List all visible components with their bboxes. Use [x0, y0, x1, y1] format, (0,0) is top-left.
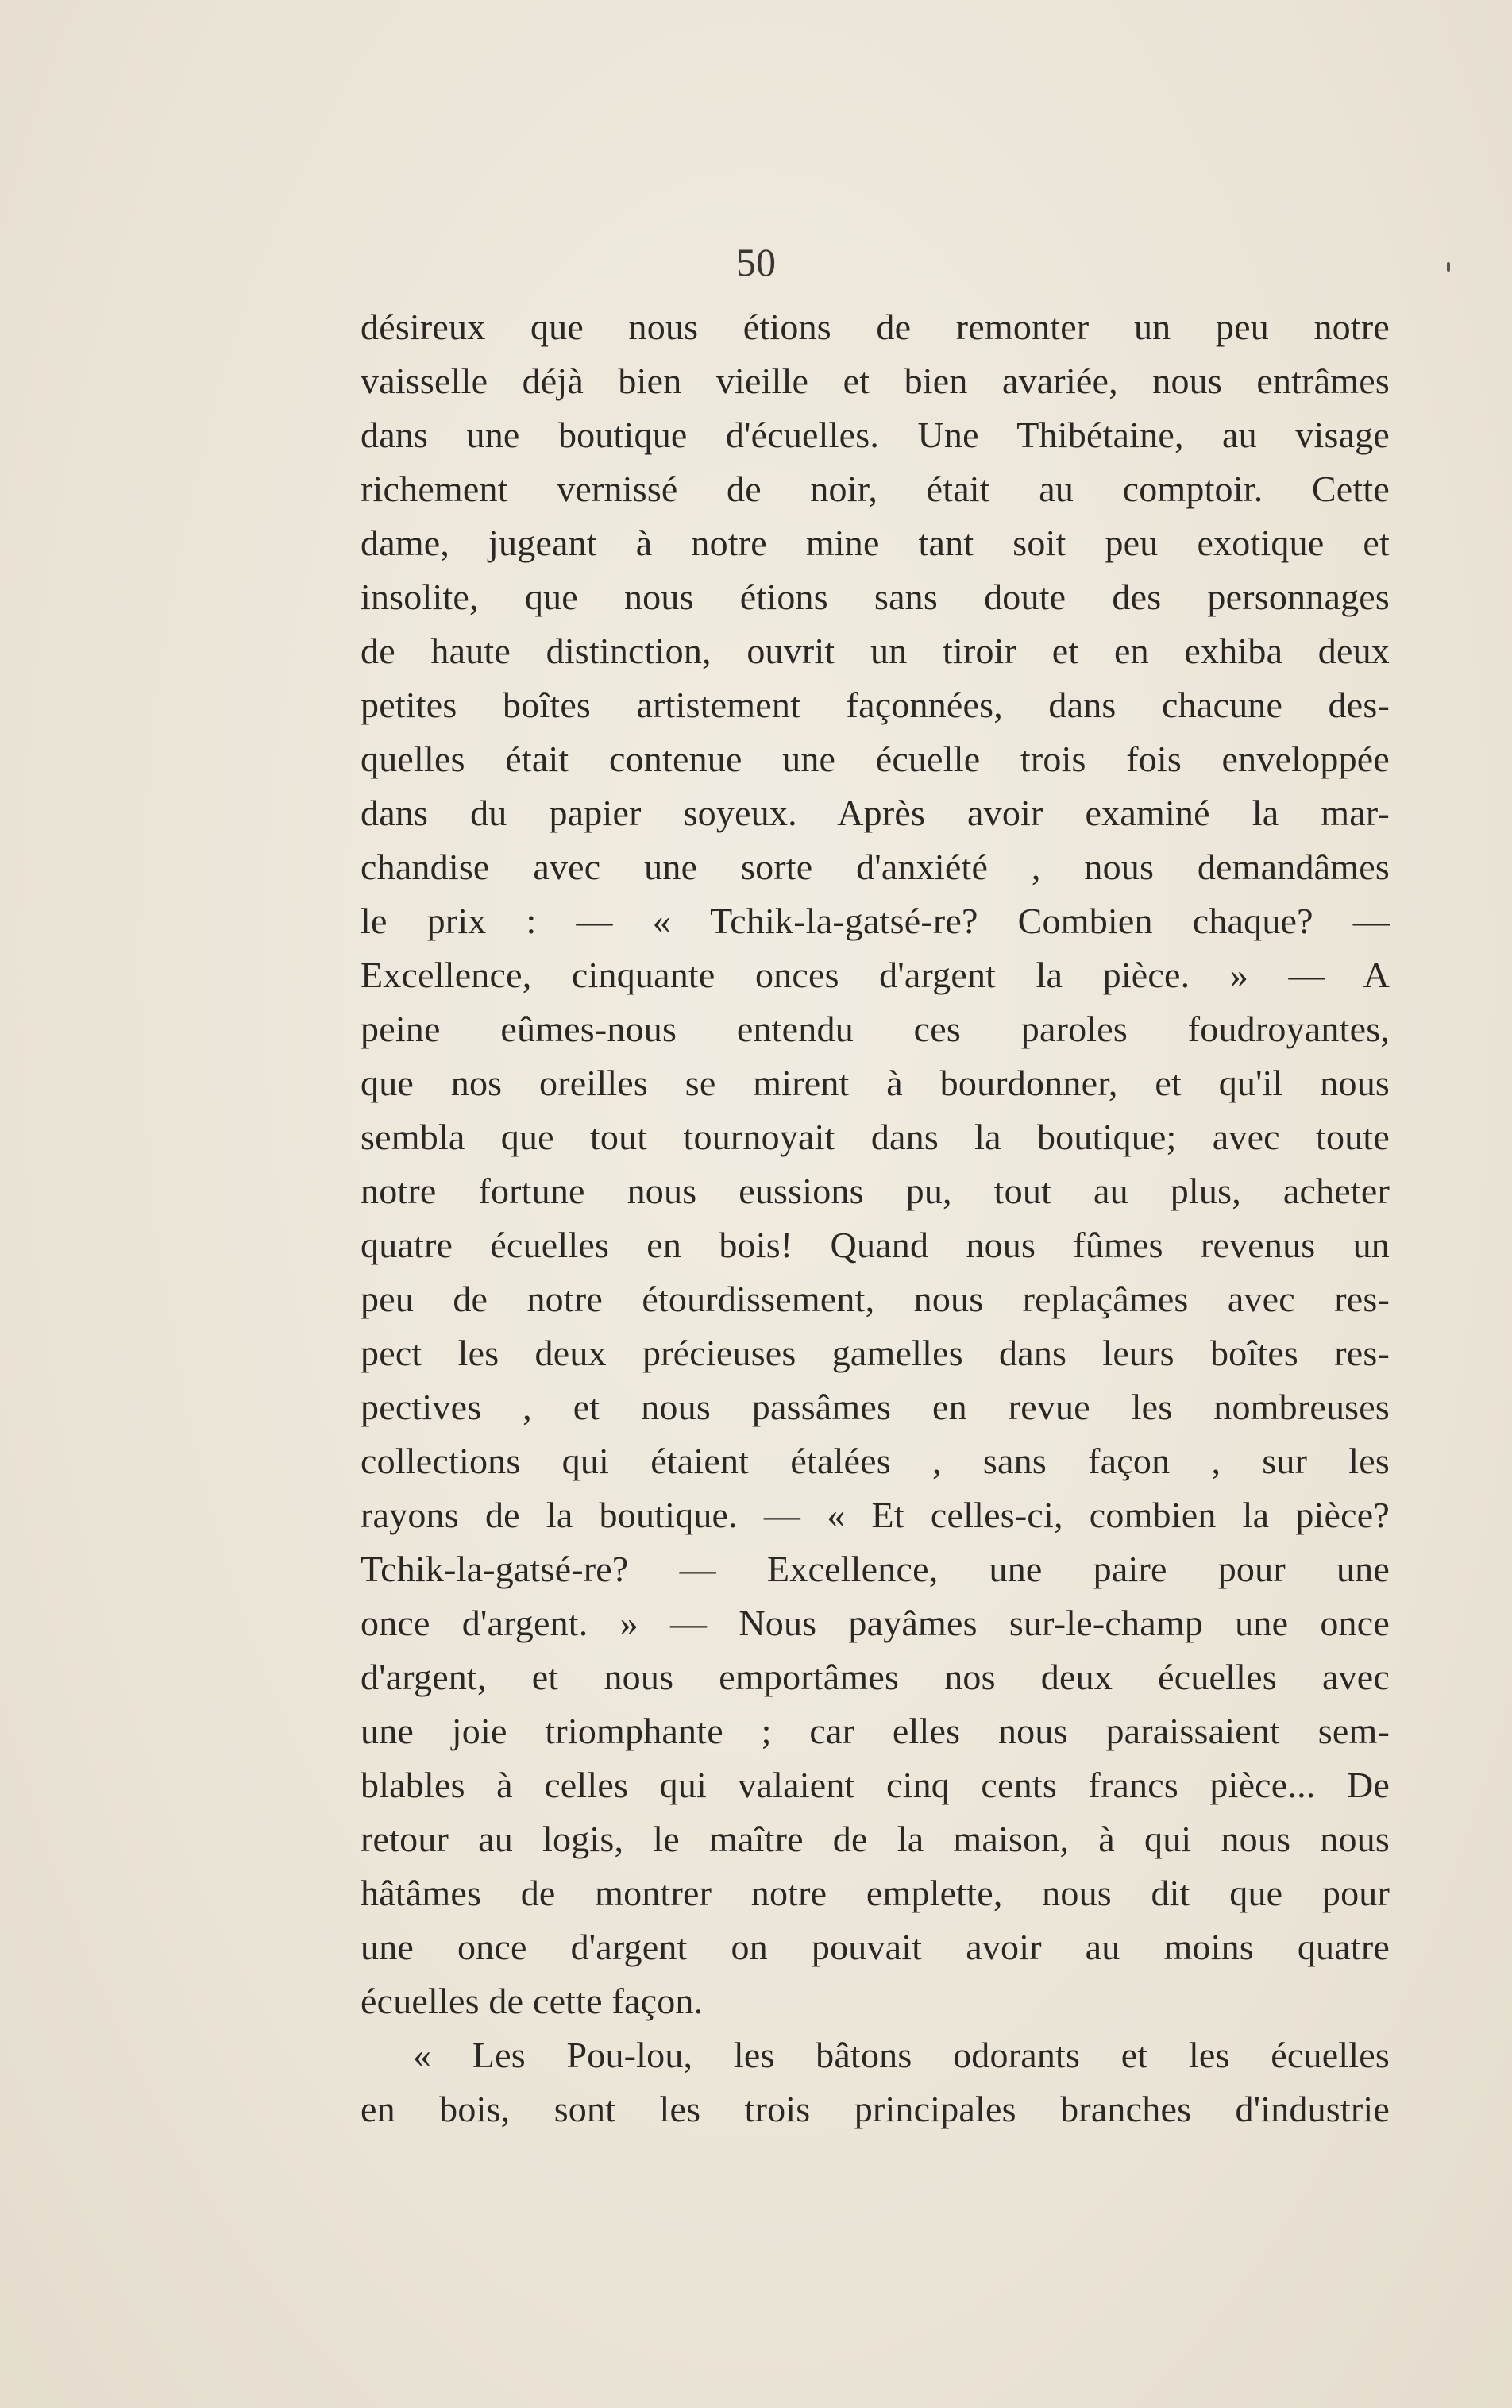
text-line: dans du papier soyeux. Après avoir examiné la mar-: [361, 793, 1390, 833]
text-line: peine eûmes-nous entendu ces paroles foudroyantes,: [361, 1009, 1390, 1049]
text-line: petites boîtes artistement façonnées, dans chacune des-: [361, 685, 1390, 725]
text-line: une joie triomphante ; car elles nous paraissaient sem-: [361, 1711, 1390, 1751]
text-line: sembla que tout tournoyait dans la boutique; avec toute: [361, 1117, 1390, 1157]
text-line: dame, jugeant à notre mine tant soit peu exotique et: [361, 523, 1390, 563]
text-line: le prix : — « Tchik-la-gatsé-re? Combien chaque? —: [361, 901, 1390, 941]
page-number: 50: [736, 240, 776, 284]
text-line: Excellence, cinquante onces d'argent la pièce. » — A: [361, 955, 1390, 995]
text-line: de haute distinction, ouvrit un tiroir et en exhiba deux: [361, 631, 1390, 671]
text-line: quelles était contenue une écuelle trois fois enveloppée: [361, 739, 1390, 779]
text-line-paragraph-start: « Les Pou-lou, les bâtons odorants et les écuelles: [413, 2035, 1390, 2075]
text-line: retour au logis, le maître de la maison, à qui nous nous: [361, 1819, 1390, 1859]
margin-mark: [1447, 262, 1450, 272]
text-line: Tchik-la-gatsé-re? — Excellence, une paire pour une: [361, 1549, 1390, 1589]
text-line: peu de notre étourdissement, nous replaçâmes avec res-: [361, 1279, 1390, 1319]
text-line: notre fortune nous eussions pu, tout au plus, acheter: [361, 1171, 1390, 1211]
text-line: quatre écuelles en bois! Quand nous fûmes revenus un: [361, 1225, 1390, 1265]
text-line: rayons de la boutique. — « Et celles-ci, combien la pièce?: [361, 1495, 1390, 1535]
text-line: richement vernissé de noir, était au comptoir. Cette: [361, 469, 1390, 509]
text-line-paragraph-end: écuelles de cette façon.: [361, 1981, 704, 2021]
text-line: blables à celles qui valaient cinq cents francs pièce... De: [361, 1765, 1390, 1805]
text-line: en bois, sont les trois principales branches d'industrie: [361, 2089, 1390, 2129]
text-line: pect les deux précieuses gamelles dans leurs boîtes res-: [361, 1333, 1390, 1373]
text-line: désireux que nous étions de remonter un peu notre: [361, 307, 1390, 347]
text-line: pectives , et nous passâmes en revue les nombreuses: [361, 1387, 1390, 1427]
text-line: une once d'argent on pouvait avoir au moins quatre: [361, 1927, 1390, 1967]
text-line: dans une boutique d'écuelles. Une Thibétaine, au visage: [361, 415, 1390, 455]
text-line: hâtâmes de montrer notre emplette, nous dit que pour: [361, 1873, 1390, 1913]
text-line: insolite, que nous étions sans doute des personnages: [361, 577, 1390, 617]
body-text: [361, 300, 1390, 2136]
text-line: once d'argent. » — Nous payâmes sur-le-champ une once: [361, 1603, 1390, 1643]
text-line: chandise avec une sorte d'anxiété , nous demandâmes: [361, 847, 1390, 887]
text-line: vaisselle déjà bien vieille et bien avariée, nous entrâmes: [361, 361, 1390, 401]
text-line: d'argent, et nous emportâmes nos deux écuelles avec: [361, 1657, 1390, 1697]
text-line: que nos oreilles se mirent à bourdonner, et qu'il nous: [361, 1063, 1390, 1103]
text-line: collections qui étaient étalées , sans façon , sur les: [361, 1441, 1390, 1481]
